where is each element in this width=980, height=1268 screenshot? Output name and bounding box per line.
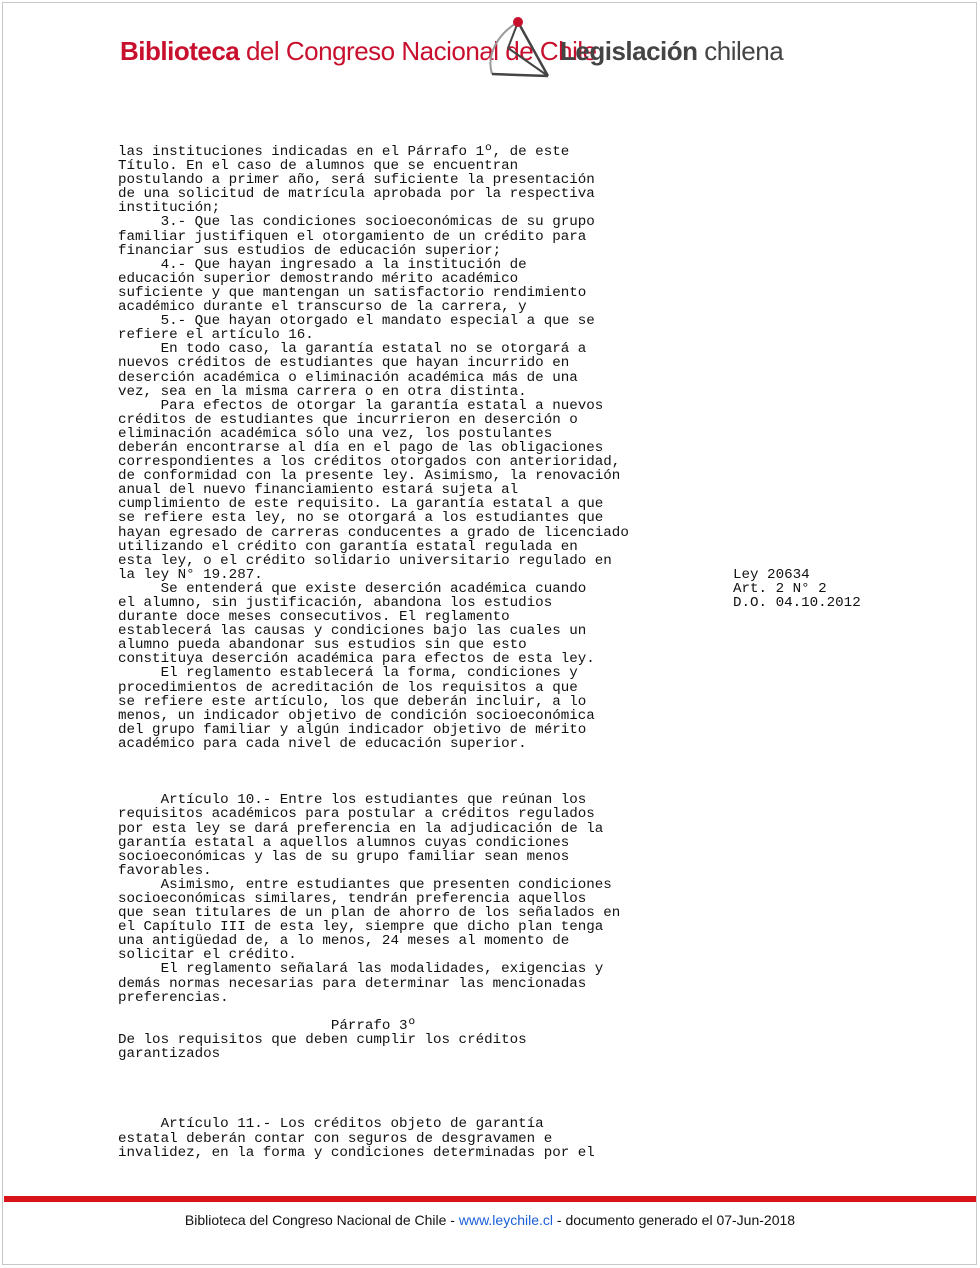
document-line: preferencias. — [118, 989, 229, 1006]
document-line — [118, 779, 718, 793]
document-line: De los requisitos que deben cumplir los créditos — [118, 1031, 527, 1048]
document-line: solicitar el crédito. — [118, 947, 297, 964]
document-line: utilizando el crédito con garantía estatal regulada en — [118, 538, 578, 555]
document-line: esta ley, o el crédito solidario universitario regulado en — [118, 552, 612, 569]
brand-rest: del Congreso Nacional de Chile — [239, 36, 597, 66]
document-line — [118, 765, 718, 779]
document-line: demás normas necesarias para determinar las mencionadas — [118, 975, 587, 992]
document-line: El reglamento señalará las modalidades, exigencias y — [118, 961, 604, 978]
document-line: cumplimiento de este requisito. La garantía estatal a que — [118, 496, 604, 513]
legislacion-strong: Legislación — [560, 36, 698, 66]
document-line: alumno pueda abandonar sus estudios sin que esto — [118, 637, 527, 654]
margin-note — [733, 568, 861, 610]
document-line: Título. En el caso de alumnos que se encuentran — [118, 158, 519, 175]
document-line: correspondientes a los créditos otorgados con anterioridad, — [118, 454, 621, 471]
document-line: el Capítulo III de esta ley, siempre que dicho plan tenga — [118, 919, 604, 936]
document-line: deserción académica o eliminación académica más de una — [118, 369, 578, 386]
document-line: anual del nuevo financiamiento estará sujeta al — [118, 482, 519, 499]
document-line: Párrafo 3º — [118, 1017, 416, 1034]
document-line: el alumno, sin justificación, abandona los estudios — [118, 595, 553, 611]
document-line — [118, 1089, 718, 1103]
document-line: las instituciones indicadas en el Párrafo 1º, de este — [118, 144, 570, 160]
document-line: familiar justifiquen el otorgamiento de un crédito para — [118, 228, 587, 245]
document-line: de conformidad con la presente ley. Asimismo, la renovación — [118, 468, 621, 485]
document-line: constituya deserción académica para efectos de esta ley. — [118, 651, 595, 668]
document-line: menos, un indicador objetivo de condición socioeconómica — [118, 707, 595, 724]
document-line: se refiere este artículo, los que deberán incluir, a lo — [118, 693, 587, 710]
page-header — [0, 0, 980, 90]
document-line: invalidez, en la forma y condiciones determinadas por el — [118, 1144, 595, 1161]
document-line: académico para cada nivel de educación superior. — [118, 735, 527, 752]
document-line: procedimientos de acreditación de los requisitos a que — [118, 679, 578, 696]
footer-prefix: Biblioteca del Congreso Nacional de Chile - — [184, 1212, 459, 1228]
document-line: requisitos académicos para postular a créditos regulados — [118, 806, 595, 823]
document-line: 3.- Que las condiciones socioeconómicas de su grupo — [118, 214, 595, 231]
document-line — [118, 1061, 718, 1075]
document-line: El reglamento establecerá la forma, condiciones y — [118, 665, 578, 682]
legislacion-chilena-title[interactable] — [560, 36, 783, 67]
document-line: de una solicitud de matrícula aprobada por la respectiva — [118, 186, 595, 203]
document-line: la ley N° 19.287. — [118, 566, 263, 583]
document-line: Artículo 11.- Los créditos objeto de garantía — [118, 1116, 544, 1133]
document-line: Asimismo, entre estudiantes que presenten condiciones — [118, 876, 612, 893]
document-line: Artículo 10.- Entre los estudiantes que reúnan los — [118, 792, 587, 809]
bcn-triangle-logo-icon — [478, 14, 558, 84]
document-line: nuevos créditos de estudiantes que hayan incurrido en — [118, 355, 570, 372]
document-line: educación superior demostrando mérito académico — [118, 270, 519, 287]
footer-link[interactable]: www.leychile.cl — [458, 1212, 553, 1228]
document-line: créditos de estudiantes que incurrieron en deserción o — [118, 411, 578, 428]
document-line: del grupo familiar y algún indicador objetivo de mérito — [118, 721, 587, 738]
document-line: estatal deberán contar con seguros de desgravamen e — [118, 1130, 553, 1147]
document-line: favorables. — [118, 862, 212, 879]
document-line: establecerá las causas y condiciones bajo las cuales un — [118, 623, 587, 640]
document-line: durante doce meses consecutivos. El reglamento — [118, 609, 510, 626]
document-line: institución; — [118, 200, 221, 217]
document-line: postulando a primer año, será suficiente la presentación — [118, 172, 595, 189]
document-line: por esta ley se dará preferencia en la adjudicación de la — [118, 820, 604, 837]
document-line: Se entenderá que existe deserción académica cuando — [118, 580, 587, 597]
document-line: socioeconómicas similares, tendrán preferencia aquellos — [118, 890, 587, 907]
document-line — [118, 1075, 718, 1089]
document-line: 4.- Que hayan ingresado a la institución de — [118, 256, 527, 273]
document-line: Para efectos de otorgar la garantía estatal a nuevos — [118, 397, 604, 414]
footer-text — [0, 1212, 980, 1228]
document-line: que sean titulares de un plan de ahorro de los señalados en — [118, 905, 621, 922]
margin-note-line: D.O. 04.10.2012 — [733, 595, 861, 612]
document-line: deberán encontrarse al día en el pago de las obligaciones — [118, 439, 604, 456]
document-line: socioeconómicas y las de su grupo familiar sean menos — [118, 848, 570, 865]
document-line: una antigüedad de, a lo menos, 24 meses al momento de — [118, 933, 570, 950]
margin-note-line: Ley 20634 — [733, 567, 810, 583]
footer-suffix: - documento generado el 07-Jun-2018 — [553, 1212, 796, 1228]
document-line: garantía estatal a aquellos alumnos cuyas condiciones — [118, 834, 570, 851]
legislacion-rest: chilena — [697, 36, 784, 66]
document-line — [118, 751, 718, 765]
document-line: vez, sea en la misma carrera o en otra distinta. — [118, 383, 527, 400]
document-line — [118, 1005, 718, 1019]
document-line: refiere el artículo 16. — [118, 327, 314, 344]
document-line: se refiere esta ley, no se otorgará a los estudiantes que — [118, 510, 604, 527]
document-line: hayan egresado de carreras conducentes a grado de licenciado — [118, 524, 629, 541]
document-line — [118, 1103, 718, 1117]
brand-strong: Biblioteca — [120, 36, 240, 66]
document-line: eliminación académica sólo una vez, los postulantes — [118, 425, 553, 442]
document-line: 5.- Que hayan otorgado el mandato especial a que se — [118, 313, 595, 330]
document-line: En todo caso, la garantía estatal no se otorgará a — [118, 341, 587, 358]
footer-bar — [4, 1196, 976, 1202]
document-line: financiar sus estudios de educación superior; — [118, 242, 502, 259]
document-line: suficiente y que mantengan un satisfactorio rendimiento — [118, 284, 587, 301]
document-line: garantizados — [118, 1046, 221, 1062]
document-line: académico durante el transcurso de la carrera, y — [118, 299, 527, 316]
document-body — [118, 145, 718, 1160]
margin-note-line: Art. 2 N° 2 — [733, 581, 827, 598]
